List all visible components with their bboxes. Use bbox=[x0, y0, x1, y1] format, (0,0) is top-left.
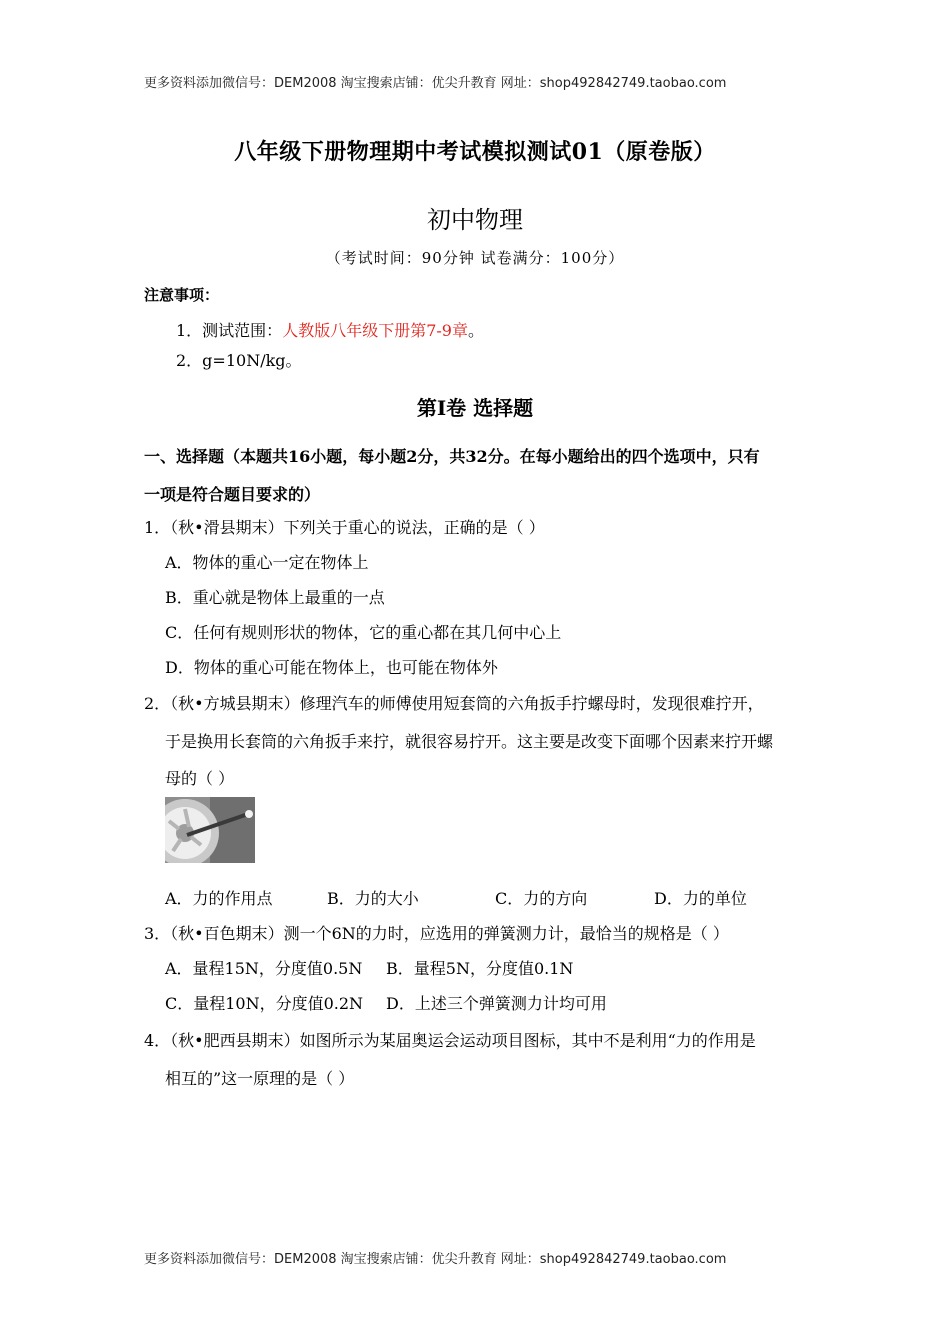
section-instruction-line-1: 一、选择题（本题共16小题，每小题2分，共32分。在每小题给出的四个选项中，只有 bbox=[144, 447, 760, 466]
question-2-option-d: D．力的单位 bbox=[654, 889, 747, 908]
question-1-option-c: C．任何有规则形状的物体，它的重心都在其几何中心上 bbox=[165, 623, 562, 642]
question-1-stem: 1．（秋•滑县期末）下列关于重心的说法，正确的是（ ） bbox=[144, 518, 545, 537]
wrench-tire-illustration bbox=[165, 797, 255, 863]
note-item-1 bbox=[176, 318, 484, 341]
question-2-option-c: C．力的方向 bbox=[495, 889, 588, 908]
page-footer: 更多资料添加微信号：DEM2008 淘宝搜索店铺：优尖升教育 网址：shop492842749.taobao.com bbox=[144, 1252, 727, 1267]
question-2-line-3: 母的（ ） bbox=[165, 769, 235, 788]
question-3-option-a: A．量程15N，分度值0.5N bbox=[165, 959, 363, 978]
note-item-1-prefix: 1．测试范围： bbox=[176, 321, 283, 340]
document-title: 八年级下册物理期中考试模拟测试01（原卷版） bbox=[234, 139, 716, 165]
question-1-option-d: D．物体的重心可能在物体上，也可能在物体外 bbox=[165, 658, 498, 677]
question-2-line-2: 于是换用长套筒的六角扳手来拧，就很容易拧开。这主要是改变下面哪个因素来拧开螺 bbox=[165, 732, 774, 751]
wrench-tire-photo bbox=[165, 797, 255, 863]
section-instruction-line-2: 一项是符合题目要求的） bbox=[144, 485, 321, 504]
question-3-option-c: C．量程10N，分度值0.2N bbox=[165, 994, 364, 1013]
question-4-line-2: 相互的”这一原理的是（ ） bbox=[165, 1069, 355, 1088]
question-4-line-1: 4．（秋•肥西县期末）如图所示为某届奥运会运动项目图标，其中不是利用“力的作用是 bbox=[144, 1031, 756, 1050]
question-2-line-1: 2．（秋•方城县期末）修理汽车的师傅使用短套筒的六角扳手拧螺母时，发现很难拧开， bbox=[144, 694, 764, 713]
part-title: 第Ⅰ卷 选择题 bbox=[416, 396, 534, 420]
question-2-option-b: B．力的大小 bbox=[327, 889, 419, 908]
question-2-option-a: A．力的作用点 bbox=[165, 889, 273, 908]
question-3-stem: 3．（秋•百色期末）测一个6N的力时，应选用的弹簧测力计，最恰当的规格是（ ） bbox=[144, 924, 729, 943]
notes-heading: 注意事项： bbox=[144, 286, 220, 304]
question-3-option-d: D．上述三个弹簧测力计均可用 bbox=[386, 994, 607, 1013]
question-3-option-b: B．量程5N，分度值0.1N bbox=[386, 959, 574, 978]
note-item-1-range: 人教版八年级下册第7-9章 bbox=[282, 321, 468, 340]
note-item-2: 2．g=10N/kg。 bbox=[176, 351, 302, 370]
document-subtitle: 初中物理 bbox=[427, 206, 523, 234]
page-header: 更多资料添加微信号：DEM2008 淘宝搜索店铺：优尖升教育 网址：shop492842749.taobao.com bbox=[144, 76, 727, 91]
note-item-1-suffix: 。 bbox=[467, 321, 484, 340]
question-1-option-a: A．物体的重心一定在物体上 bbox=[165, 553, 369, 572]
exam-info: （考试时间：90分钟 试卷满分：100分） bbox=[325, 249, 625, 267]
question-1-option-b: B．重心就是物体上最重的一点 bbox=[165, 588, 385, 607]
